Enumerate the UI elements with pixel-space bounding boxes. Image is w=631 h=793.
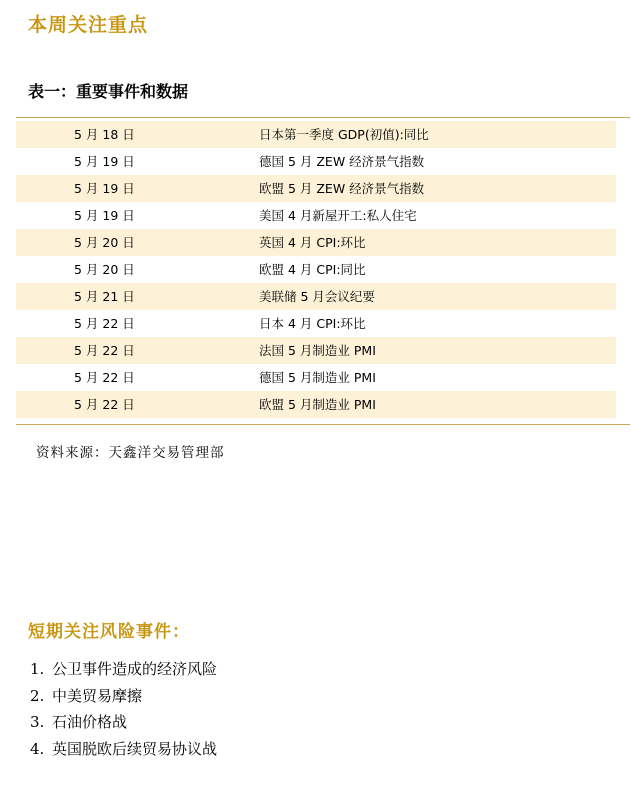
risk-item xyxy=(30,683,217,710)
risk-section-title: 短期关注风险事件： xyxy=(28,622,190,642)
risk-item-text: 公卫事件造成的经济风险 xyxy=(52,660,218,678)
table-row xyxy=(16,202,616,229)
event-date: 5 月 21 日 xyxy=(74,289,135,304)
event-name: 欧盟 5 月制造业 PMI xyxy=(259,397,376,412)
table-top-rule xyxy=(16,117,630,118)
event-date: 5 月 19 日 xyxy=(74,181,135,196)
risk-item xyxy=(30,656,217,683)
event-name: 日本 4 月 CPI:环比 xyxy=(259,316,366,331)
table-row xyxy=(16,283,616,310)
risk-item-text: 英国脱欧后续贸易协议战 xyxy=(52,739,218,758)
risk-item-number: 4. xyxy=(30,739,45,758)
table-row xyxy=(16,256,616,283)
event-date: 5 月 22 日 xyxy=(74,343,135,358)
table-row xyxy=(16,364,616,391)
risk-item xyxy=(30,709,217,736)
event-date: 5 月 20 日 xyxy=(74,262,135,277)
event-name: 欧盟 5 月 ZEW 经济景气指数 xyxy=(259,181,425,196)
page-title: 本周关注重点 xyxy=(28,14,149,36)
risk-item-text: 中美贸易摩擦 xyxy=(52,686,143,705)
table-bottom-rule xyxy=(16,424,630,425)
event-name: 德国 5 月制造业 PMI xyxy=(259,370,376,385)
event-name: 法国 5 月制造业 PMI xyxy=(259,343,376,358)
event-date: 5 月 19 日 xyxy=(74,154,135,169)
event-name: 美国 4 月新屋开工:私人住宅 xyxy=(259,208,417,223)
table-row xyxy=(16,121,616,148)
table-row xyxy=(16,148,616,175)
risk-item-number: 2. xyxy=(30,686,45,705)
event-name: 欧盟 4 月 CPI:同比 xyxy=(259,262,366,277)
event-name: 日本第一季度 GDP(初值):同比 xyxy=(259,127,429,142)
table-row xyxy=(16,175,616,202)
risk-item-text: 石油价格战 xyxy=(52,713,128,731)
event-date: 5 月 22 日 xyxy=(74,397,135,412)
risk-list xyxy=(30,656,217,762)
table-row xyxy=(16,391,616,418)
risk-item-number: 3. xyxy=(30,713,45,731)
event-name: 德国 5 月 ZEW 经济景气指数 xyxy=(259,154,425,169)
events-table xyxy=(16,121,616,418)
table-row xyxy=(16,337,616,364)
event-date: 5 月 22 日 xyxy=(74,370,135,385)
event-date: 5 月 19 日 xyxy=(74,208,135,223)
source-note: 资料来源：天鑫洋交易管理部 xyxy=(36,445,225,461)
table-title: 表一：重要事件和数据 xyxy=(28,82,189,101)
event-name: 英国 4 月 CPI:环比 xyxy=(259,235,366,250)
risk-item-number: 1. xyxy=(30,660,45,678)
event-date: 5 月 22 日 xyxy=(74,316,135,331)
table-row xyxy=(16,229,616,256)
risk-item xyxy=(30,736,217,763)
table-row xyxy=(16,310,616,337)
event-date: 5 月 20 日 xyxy=(74,235,135,250)
event-name: 美联储 5 月会议纪要 xyxy=(259,289,375,304)
event-date: 5 月 18 日 xyxy=(74,127,135,142)
